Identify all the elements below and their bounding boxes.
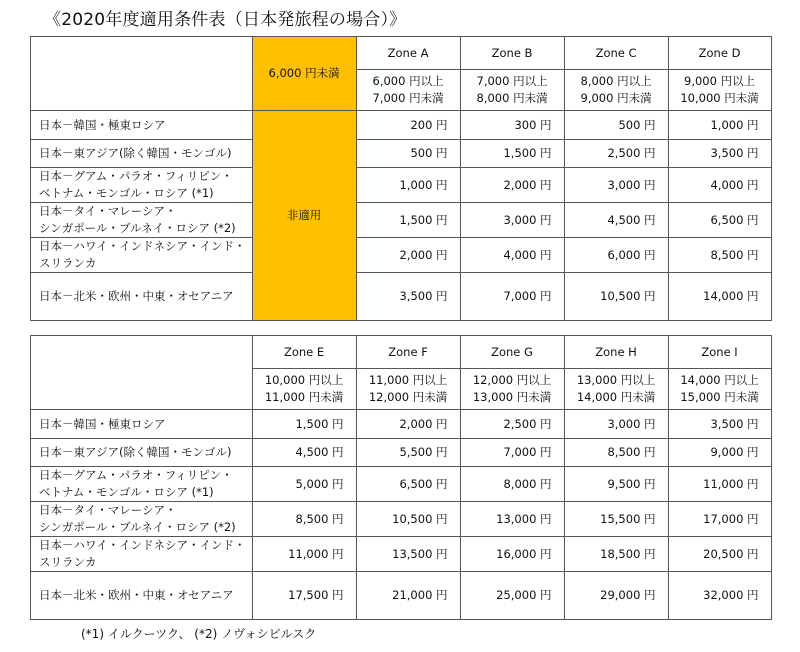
fare-cell: 1,000 円	[668, 111, 771, 140]
zone-header: Zone G	[460, 336, 564, 369]
fare-cell: 8,000 円	[460, 467, 564, 502]
not-applicable-cell: 非適用	[252, 111, 356, 321]
fare-cell: 3,500 円	[356, 273, 460, 321]
route-cell: 日本－タイ・マレーシア・ シンガポール・ブルネイ・ロシア (*2)	[31, 203, 253, 238]
zone-header: Zone B	[460, 37, 564, 70]
route-cell: 日本－ハワイ・インドネシア・インド・ スリランカ	[31, 238, 253, 273]
table-row	[31, 467, 772, 502]
fare-cell: 3,000 円	[564, 168, 668, 203]
zone-range: 9,000 円以上 10,000 円未満	[668, 70, 771, 111]
route-cell: 日本－韓国・極東ロシア	[31, 111, 253, 140]
zone-header: Zone H	[564, 336, 668, 369]
fare-cell: 14,000 円	[668, 273, 771, 321]
fare-cell: 4,500 円	[564, 203, 668, 238]
zone-header: Zone A	[356, 37, 460, 70]
fare-cell: 2,500 円	[564, 140, 668, 168]
fare-cell: 6,500 円	[356, 467, 460, 502]
table-row	[31, 502, 772, 537]
fare-cell: 3,000 円	[460, 203, 564, 238]
fare-cell: 3,500 円	[668, 410, 771, 439]
zone-header: Zone D	[668, 37, 771, 70]
fare-cell: 3,000 円	[564, 410, 668, 439]
route-cell: 日本－タイ・マレーシア・ シンガポール・ブルネイ・ロシア (*2)	[31, 502, 253, 537]
zone-range: 11,000 円以上 12,000 円未満	[356, 369, 460, 410]
table-row	[31, 439, 772, 467]
fare-cell: 25,000 円	[460, 572, 564, 620]
fare-cell: 9,000 円	[668, 439, 771, 467]
fare-cell: 11,000 円	[668, 467, 771, 502]
zone-range: 8,000 円以上 9,000 円未満	[564, 70, 668, 111]
table-row	[31, 537, 772, 572]
fare-cell: 1,000 円	[356, 168, 460, 203]
zone-header: Zone F	[356, 336, 460, 369]
zone-range: 12,000 円以上 13,000 円未満	[460, 369, 564, 410]
zone-range: 14,000 円以上 15,000 円未満	[668, 369, 771, 410]
fare-cell: 6,000 円	[564, 238, 668, 273]
fare-cell: 2,000 円	[356, 238, 460, 273]
fare-cell: 1,500 円	[356, 203, 460, 238]
header-corner-cell	[31, 336, 253, 410]
fare-cell: 4,500 円	[252, 439, 356, 467]
fare-cell: 200 円	[356, 111, 460, 140]
zone-range: 10,000 円以上 11,000 円未満	[252, 369, 356, 410]
table-row	[31, 168, 772, 203]
table-row	[31, 273, 772, 321]
fare-table-zones-a-d	[30, 36, 772, 321]
route-cell: 日本－東アジア(除く韓国・モンゴル)	[31, 439, 253, 467]
fare-cell: 8,500 円	[252, 502, 356, 537]
fare-cell: 9,500 円	[564, 467, 668, 502]
fare-cell: 7,000 円	[460, 273, 564, 321]
fare-cell: 16,000 円	[460, 537, 564, 572]
fare-cell: 2,000 円	[356, 410, 460, 439]
route-cell: 日本－東アジア(除く韓国・モンゴル)	[31, 140, 253, 168]
fare-cell: 18,500 円	[564, 537, 668, 572]
fare-cell: 300 円	[460, 111, 564, 140]
fare-cell: 2,500 円	[460, 410, 564, 439]
fare-cell: 500 円	[356, 140, 460, 168]
fare-cell: 1,500 円	[252, 410, 356, 439]
fare-table-zones-e-i	[30, 335, 772, 620]
fare-cell: 17,500 円	[252, 572, 356, 620]
fare-cell: 3,500 円	[668, 140, 771, 168]
fare-cell: 2,000 円	[460, 168, 564, 203]
fare-cell: 4,000 円	[460, 238, 564, 273]
fare-cell: 13,000 円	[460, 502, 564, 537]
table-row	[31, 410, 772, 439]
footnote: (*1) イルクーツク、 (*2) ノヴォシビルスク	[81, 627, 317, 641]
table-row	[31, 111, 772, 140]
zone-range: 6,000 円以上 7,000 円未満	[356, 70, 460, 111]
table-row	[31, 238, 772, 273]
zone-header: Zone I	[668, 336, 771, 369]
zone-range: 13,000 円以上 14,000 円未満	[564, 369, 668, 410]
zone-header: Zone C	[564, 37, 668, 70]
fare-cell: 8,500 円	[564, 439, 668, 467]
route-cell: 日本－北米・欧州・中東・オセアニア	[31, 273, 253, 321]
fare-cell: 20,500 円	[668, 537, 771, 572]
table-row	[31, 572, 772, 620]
fare-cell: 5,000 円	[252, 467, 356, 502]
route-cell: 日本－北米・欧州・中東・オセアニア	[31, 572, 253, 620]
table-row	[31, 203, 772, 238]
fare-cell: 1,500 円	[460, 140, 564, 168]
fare-cell: 11,000 円	[252, 537, 356, 572]
fare-cell: 500 円	[564, 111, 668, 140]
fare-cell: 13,500 円	[356, 537, 460, 572]
fare-cell: 15,500 円	[564, 502, 668, 537]
zone-range: 7,000 円以上 8,000 円未満	[460, 70, 564, 111]
route-cell: 日本－グアム・パラオ・フィリピン・ ベトナム・モンゴル・ロシア (*1)	[31, 168, 253, 203]
fare-cell: 17,000 円	[668, 502, 771, 537]
route-cell: 日本－韓国・極東ロシア	[31, 410, 253, 439]
route-cell: 日本－グアム・パラオ・フィリピン・ ベトナム・モンゴル・ロシア (*1)	[31, 467, 253, 502]
page-title: 《2020年度適用条件表（日本発旅程の場合）》	[44, 10, 407, 30]
fare-cell: 10,500 円	[564, 273, 668, 321]
fare-cell: 7,000 円	[460, 439, 564, 467]
table-row	[31, 140, 772, 168]
fare-cell: 4,000 円	[668, 168, 771, 203]
header-corner-cell	[31, 37, 253, 111]
fare-cell: 5,500 円	[356, 439, 460, 467]
fare-cell: 21,000 円	[356, 572, 460, 620]
route-cell: 日本－ハワイ・インドネシア・インド・ スリランカ	[31, 537, 253, 572]
fare-cell: 32,000 円	[668, 572, 771, 620]
fare-cell: 10,500 円	[356, 502, 460, 537]
zone-header: Zone E	[252, 336, 356, 369]
fare-cell: 29,000 円	[564, 572, 668, 620]
fare-cell: 6,500 円	[668, 203, 771, 238]
fare-cell: 8,500 円	[668, 238, 771, 273]
below-threshold-header: 6,000 円未満	[252, 37, 356, 111]
